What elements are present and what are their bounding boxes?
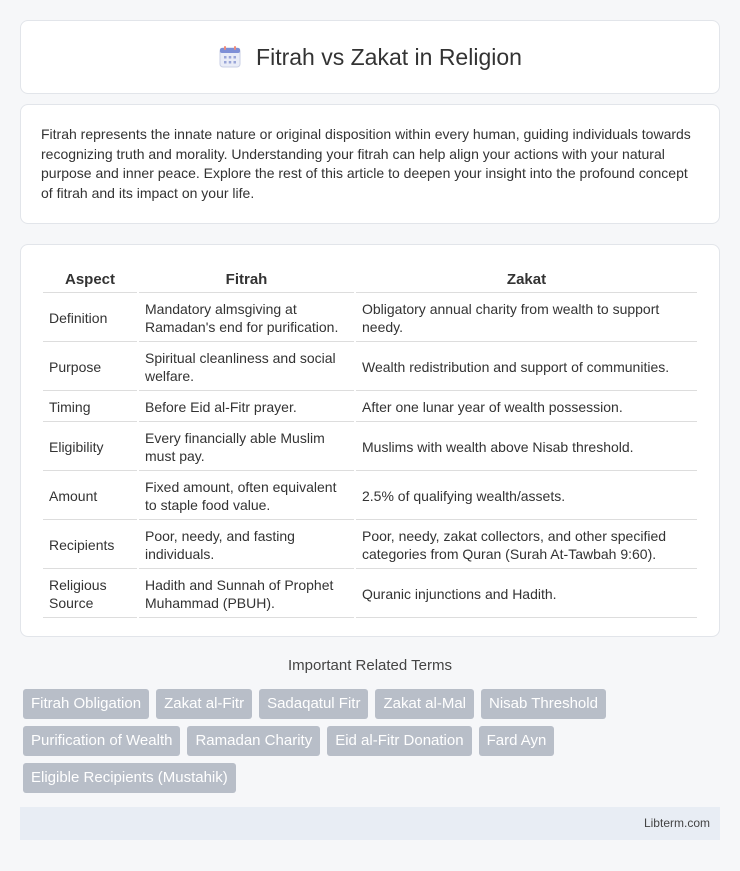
comparison-card xyxy=(20,244,720,637)
cell-aspect: Timing xyxy=(43,393,137,422)
related-term-tag[interactable]: Nisab Threshold xyxy=(481,689,606,719)
cell-aspect: Amount xyxy=(43,473,137,520)
cell-fitrah: Before Eid al-Fitr prayer. xyxy=(139,393,354,422)
cell-fitrah: Spiritual cleanliness and social welfare. xyxy=(139,344,354,391)
cell-fitrah: Hadith and Sunnah of Prophet Muhammad (PBUH). xyxy=(139,571,354,618)
related-term-tag[interactable]: Fard Ayn xyxy=(479,726,555,756)
cell-fitrah: Fixed amount, often equivalent to staple food value. xyxy=(139,473,354,520)
related-term-tag[interactable]: Purification of Wealth xyxy=(23,726,180,756)
header-aspect: Aspect xyxy=(43,267,137,293)
title-wrap xyxy=(218,44,522,71)
related-terms-list xyxy=(23,689,723,793)
related-term-tag[interactable]: Zakat al-Mal xyxy=(375,689,474,719)
header-card xyxy=(20,20,720,94)
cell-aspect: Religious Source xyxy=(43,571,137,618)
page-title: Fitrah vs Zakat in Religion xyxy=(256,43,522,70)
cell-zakat: Wealth redistribution and support of communities. xyxy=(356,344,697,391)
cell-aspect: Purpose xyxy=(43,344,137,391)
cell-aspect: Definition xyxy=(43,295,137,342)
cell-aspect: Recipients xyxy=(43,522,137,569)
table-row xyxy=(43,473,697,520)
cell-zakat: After one lunar year of wealth possession. xyxy=(356,393,697,422)
related-term-tag[interactable]: Eid al-Fitr Donation xyxy=(327,726,471,756)
header-zakat: Zakat xyxy=(356,267,697,293)
footer-site-link[interactable]: Libterm.com xyxy=(643,816,710,830)
cell-zakat: Poor, needy, zakat collectors, and other specified categories from Quran (Surah At-Tawbah 9:60). xyxy=(356,522,697,569)
table-row xyxy=(43,571,697,618)
cell-aspect: Eligibility xyxy=(43,424,137,471)
table-row xyxy=(43,295,697,342)
table-header-row xyxy=(43,267,697,293)
table-row xyxy=(43,393,697,422)
table-row xyxy=(43,424,697,471)
cell-fitrah: Every financially able Muslim must pay. xyxy=(139,424,354,471)
related-term-tag[interactable]: Ramadan Charity xyxy=(187,726,320,756)
comparison-table xyxy=(41,265,699,620)
cell-zakat: Quranic injunctions and Hadith. xyxy=(356,571,697,618)
header-fitrah: Fitrah xyxy=(139,267,354,293)
cell-zakat: 2.5% of qualifying wealth/assets. xyxy=(356,473,697,520)
related-term-tag[interactable]: Zakat al-Fitr xyxy=(156,689,252,719)
table-row xyxy=(43,522,697,569)
related-term-tag[interactable]: Sadaqatul Fitr xyxy=(259,689,368,719)
footer xyxy=(20,807,720,840)
related-term-tag[interactable]: Eligible Recipients (Mustahik) xyxy=(23,763,236,793)
cell-zakat: Muslims with wealth above Nisab threshold. xyxy=(356,424,697,471)
intro-card xyxy=(20,104,720,224)
cell-fitrah: Mandatory almsgiving at Ramadan's end for purification. xyxy=(139,295,354,342)
cell-fitrah: Poor, needy, and fasting individuals. xyxy=(139,522,354,569)
cell-zakat: Obligatory annual charity from wealth to support needy. xyxy=(356,295,697,342)
related-term-tag[interactable]: Fitrah Obligation xyxy=(23,689,149,719)
table-row xyxy=(43,344,697,391)
related-terms-heading: Important Related Terms xyxy=(288,657,452,674)
calendar-icon xyxy=(218,45,242,69)
intro-text: Fitrah represents the innate nature or original disposition within every human, guiding individuals towards recognizing truth and morality. Understanding your fitrah can help align your actions with your natural purpose and inner peace. Explore the rest of this article to deepen your insight into the profound concept of fitrah and its impact on your life. xyxy=(41,126,691,201)
